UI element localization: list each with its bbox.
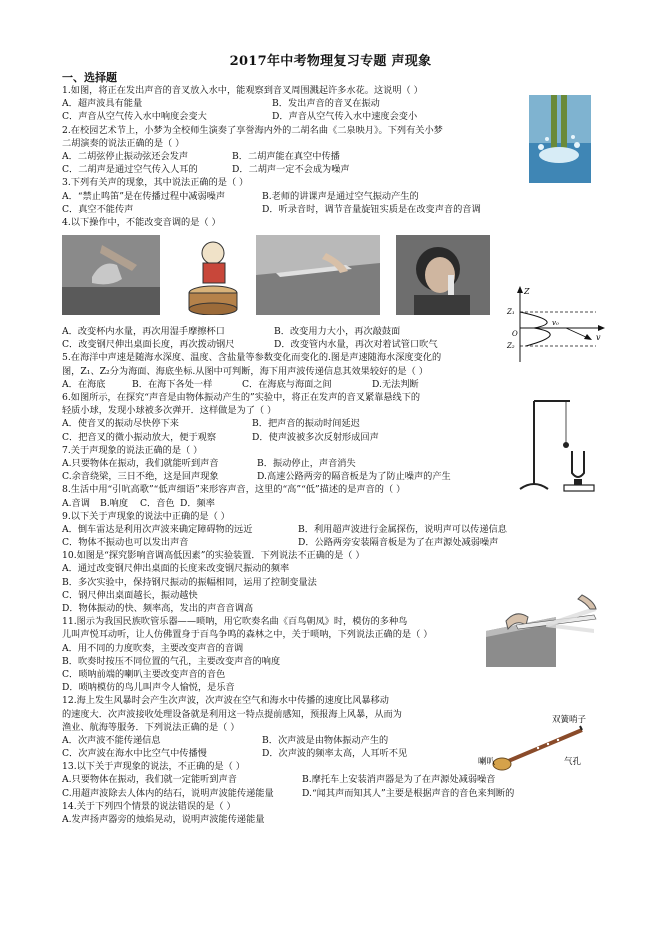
- question-6-stem-1: 6.如图所示，在探究“声音是由物体振动产生的”实验中，将正在发声的音叉紧靠悬线下的: [62, 392, 421, 403]
- drum-beating-illustration: [179, 235, 247, 315]
- question-12-stem-1: 12.海上发生风暴时会产生次声波，次声波在空气和海水中传播的速度比风暴移动: [62, 695, 389, 707]
- question-3-stem: 3.下列有关声的现象，其中说法正确的是（ ）: [62, 177, 249, 189]
- question-7-option-c[interactable]: C.余音绕梁，三日不绝，这是回声现象: [62, 471, 219, 483]
- question-13-option-a[interactable]: A.只要物体在振动，我们就一定能听到声音: [62, 774, 237, 786]
- question-2-options-row-2: [62, 163, 602, 176]
- question-13-option-d[interactable]: D.“闻其声而知其人”主要是根据声音的音色来判断的: [302, 787, 515, 799]
- question-3-option-a[interactable]: A．“禁止鸣笛”是在传播过程中减弱噪声: [62, 190, 226, 202]
- question-11-option-d[interactable]: D．唢呐模仿的鸟儿叫声令人愉悦，是乐音: [62, 682, 235, 694]
- question-14-option-a[interactable]: A.发声扬声器旁的烛焰晃动，说明声波能传递能量: [62, 814, 265, 825]
- question-6-option-a[interactable]: A．使音叉的振动尽快停下来: [62, 418, 179, 430]
- question-12-stem-3: 渔业、航海等服务．下列说法正确的是（ ）: [62, 721, 240, 733]
- blowing-test-tube-photo: [396, 235, 490, 315]
- question-8-option-c[interactable]: C．音色: [140, 497, 175, 509]
- question-5-option-d[interactable]: D.无法判断: [372, 378, 419, 390]
- steel-ruler-table-photo: [256, 235, 380, 315]
- axis-v-label: v: [596, 333, 601, 342]
- question-6-option-b[interactable]: B．把声音的振动时间延迟: [252, 418, 360, 430]
- question-13-stem: 13.以下关于声现象的说法，不正确的是（ ）: [62, 761, 245, 773]
- section-heading: 一、选择题: [62, 71, 117, 84]
- horn-label: 喇叭: [478, 757, 496, 767]
- wet-finger-glass-photo: [62, 235, 160, 315]
- air-hole-label: 气孔: [564, 757, 582, 767]
- question-7-option-b[interactable]: B．振动停止，声音消失: [257, 457, 356, 469]
- question-8-option-a[interactable]: A.音调: [62, 497, 90, 509]
- reed-caption: 双簧哨子: [552, 715, 587, 725]
- question-2-stem-2: 二胡演奏的说法正确的是（ ）: [62, 137, 185, 149]
- question-10-option-b[interactable]: B．多次实验中，保持钢尺振动的振幅相同，运用了控制变量法: [62, 576, 317, 588]
- sound-speed-depth-diagram: [506, 284, 606, 364]
- question-3-option-d[interactable]: D．听录音时，调节音量旋钮实质是在改变声音的音调: [262, 203, 481, 215]
- v0-label: v₀: [552, 319, 559, 327]
- question-10-option-a[interactable]: A．通过改变钢尺伸出桌面的长度来改变钢尺振动的频率: [62, 563, 290, 575]
- question-9-options-row-2: [62, 536, 602, 549]
- question-5-stem-1: 5.在海洋中声速是随海水深度、温度、含盐量等参数变化而变化的.图是声速随海水深度变化的: [62, 352, 442, 364]
- question-2-option-b[interactable]: B．二胡声能在真空中传播: [232, 150, 340, 162]
- question-6-stem-2: 轻质小球，发现小球被多次弹开．这样做是为了（ ）: [62, 405, 277, 417]
- page-title: 2017年中考物理复习专题 声现象: [229, 54, 432, 69]
- origin-o-label: O: [512, 330, 518, 338]
- question-4-option-a[interactable]: A．改变杯内水量，再次用湿手摩擦杯口: [62, 326, 225, 338]
- question-12-option-c[interactable]: C．次声波在海水中比空气中传播慢: [62, 748, 207, 760]
- question-9-option-d[interactable]: D．公路两旁安装隔音板是为了在声源处减弱噪声: [298, 537, 499, 549]
- question-1-option-d[interactable]: D．声音从空气传入水中速度会变小: [272, 111, 418, 123]
- question-10-stem: 10.如图是“探究影响音调高低因素”的实验装置．下列说法不正确的是（ ）: [62, 550, 365, 562]
- question-2-options-row-1: [62, 150, 602, 163]
- question-14-stem: 14.关于下列四个情景的说法错误的是（ ）: [62, 800, 236, 812]
- question-8-stem: 8.生活中用“引吭高歌”“低声细语”来形容声音，这里的“高”“低”描述的是声音的（ ）: [62, 484, 406, 496]
- question-10-option-c[interactable]: C．钢尺伸出桌面越长，振动越快: [62, 589, 198, 601]
- question-7-option-d[interactable]: D.高速公路两旁的隔音板是为了防止噪声的产生: [257, 471, 451, 483]
- question-5-option-a[interactable]: A．在海底: [62, 378, 106, 390]
- question-4-stem: 4.以下操作中，不能改变音调的是（ ）: [62, 216, 221, 228]
- question-3-options-row-2: [62, 203, 602, 216]
- question-5-stem-2: 图，Z₁、Z₂分为海面、海底坐标.从图中可判断，海下用声波传递信息其效果较好的是（ ）: [62, 365, 428, 377]
- question-1-option-b[interactable]: B．发出声音的音叉在振动: [272, 98, 380, 110]
- question-12-option-d[interactable]: D．次声波的频率太高，人耳听不见: [262, 748, 408, 760]
- question-3-option-b[interactable]: B.老师的讲课声是通过空气振动产生的: [262, 190, 419, 202]
- question-2-option-c[interactable]: C．二胡声是通过空气传入人耳的: [62, 164, 198, 176]
- question-11-option-b[interactable]: B．吹奏时按压不同位置的气孔，主要改变声音的响度: [62, 655, 281, 667]
- question-9-option-c[interactable]: C．物体不振动也可以发出声音: [62, 537, 189, 549]
- question-12-option-b[interactable]: B．次声波是由物体振动产生的: [262, 734, 389, 746]
- question-5-options-row: [62, 378, 602, 391]
- question-5-option-b[interactable]: B．在海下各处一样: [132, 378, 213, 390]
- question-9-options-row-1: [62, 523, 602, 536]
- question-13-option-c[interactable]: C.用超声波除去人体内的结石，说明声波能传递能量: [62, 787, 274, 799]
- question-7-stem: 7.关于声现象的说法正确的是（ ）: [62, 444, 203, 456]
- question-10-option-d[interactable]: D．物体振动的快、频率高，发出的声音音调高: [62, 603, 254, 614]
- question-2-option-a[interactable]: A．二胡弦停止振动弦还会发声: [62, 150, 189, 162]
- question-11-option-c[interactable]: C．唢呐前端的喇叭主要改变声音的音色: [62, 668, 226, 680]
- question-1-options-row-2: [62, 110, 602, 123]
- question-11-stem-2: 儿叫声悦耳动听，让人仿佛置身于百鸟争鸣的森林之中，关于唢呐，下列说法正确的是（ ）: [62, 629, 433, 641]
- question-7-option-a[interactable]: A.只要物体在振动，我们就能听到声音: [62, 457, 219, 469]
- question-12-option-a[interactable]: A．次声波不能传递信息: [62, 734, 161, 746]
- question-1-option-c[interactable]: C．声音从空气传入水中响度会变大: [62, 111, 207, 123]
- tuning-fork-ball-apparatus: [514, 393, 604, 495]
- question-9-stem: 9.以下关于声现象的说法中正确的是（ ）: [62, 510, 230, 522]
- question-1-stem: 1.如图，将正在发出声音的音叉放入水中，能观察到音叉周围溅起许多水花。这说明（ ）: [62, 85, 423, 96]
- question-3-option-c[interactable]: C．真空不能传声: [62, 203, 134, 215]
- question-12-stem-2: 的速度大．次声波接收处理设备就是利用这一特点提前感知，预报海上风暴，从而为: [62, 708, 402, 720]
- steel-ruler-vibration-figure: [486, 587, 606, 667]
- question-4-option-d[interactable]: D．改变管内水量，再次对着试管口吹气: [274, 339, 438, 351]
- question-2-option-d[interactable]: D．二胡声一定不会成为噪声: [232, 164, 350, 176]
- question-4-option-c[interactable]: C．改变钢尺伸出桌面长度，再次拨动钢尺: [62, 339, 235, 351]
- question-2-stem-1: 2.在校园艺术节上，小梦为全校师生演奏了享誉海内外的二胡名曲《二泉映月》。下列有关小梦: [62, 124, 443, 136]
- question-8-options-row: [62, 497, 602, 510]
- question-6-option-c[interactable]: C．把音叉的微小振动放大，便于观察: [62, 431, 217, 443]
- axis-z-label: Z: [524, 287, 530, 296]
- question-8-option-b[interactable]: B.响度: [100, 497, 129, 509]
- question-8-option-d[interactable]: D．频率: [180, 497, 215, 509]
- z1-label: Z₁: [507, 308, 515, 316]
- question-3-options-row-1: [62, 190, 602, 203]
- question-13-options-row-2: [62, 787, 602, 800]
- question-9-option-b[interactable]: B．利用超声波进行金属探伤，说明声可以传递信息: [298, 523, 507, 535]
- suona-figure: [478, 712, 606, 780]
- question-13-option-b[interactable]: B.摩托车上安装消声器是为了在声源处减弱噪音: [302, 774, 496, 786]
- question-1-options-row-1: [62, 97, 602, 110]
- question-1-option-a[interactable]: A．超声波具有能量: [62, 98, 143, 110]
- question-9-option-a[interactable]: A．倒车雷达是利用次声波来确定障碍物的远近: [62, 523, 253, 535]
- question-11-stem-1: 11.图示为我国民族吹管乐器——唢呐，用它吹奏名曲《百鸟朝凤》时，模仿的多种鸟: [62, 616, 408, 628]
- question-6-option-d[interactable]: D．使声波被多次反射形成回声: [252, 431, 379, 443]
- question-11-option-a[interactable]: A．用不同的力度吹奏，主要改变声音的音调: [62, 642, 244, 654]
- z2-label: Z₂: [507, 342, 515, 350]
- question-4-option-b[interactable]: B．改变用力大小，再次敲鼓面: [274, 326, 401, 338]
- question-5-option-c[interactable]: C．在海底与海面之间: [242, 378, 332, 390]
